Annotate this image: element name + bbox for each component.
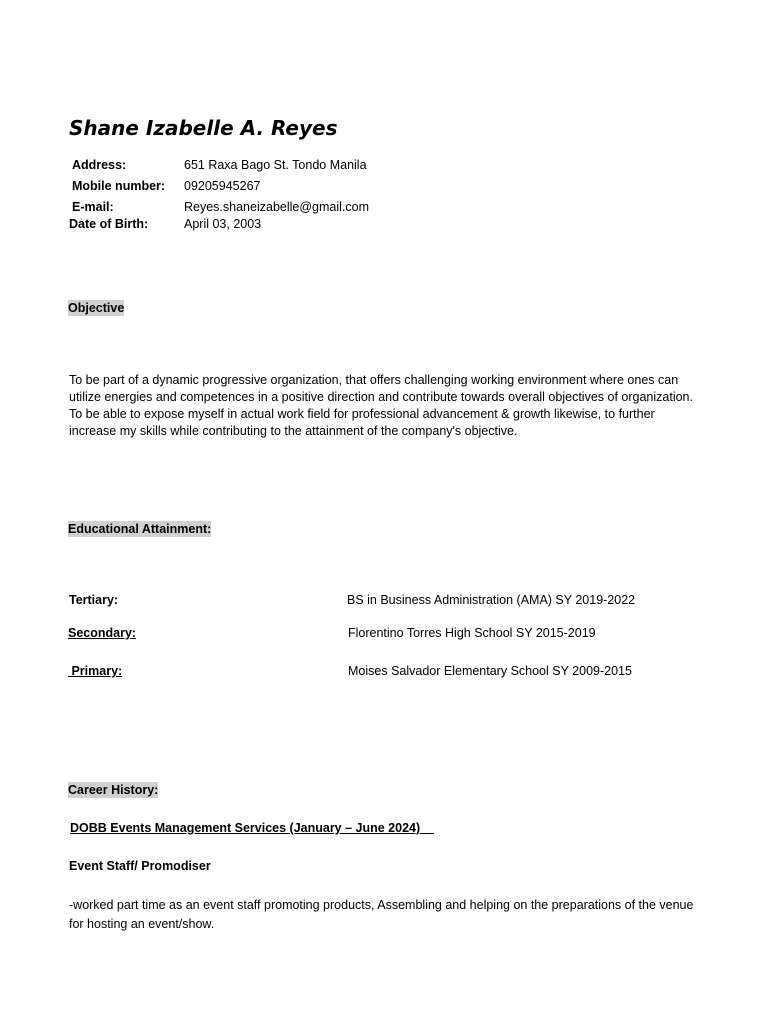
tertiary-value: BS in Business Administration (AMA) SY 2019-2022 bbox=[347, 593, 636, 607]
email-value: Reyes.shaneizabelle@gmail.com bbox=[184, 200, 369, 214]
email-label: E-mail: bbox=[72, 200, 114, 214]
mobile-value: 09205945267 bbox=[184, 179, 261, 193]
applicant-name: Shane Izabelle A. Reyes bbox=[69, 116, 338, 140]
objective-heading: Objective bbox=[68, 301, 125, 315]
primary-label: Primary: bbox=[68, 664, 123, 678]
primary-value: Moises Salvador Elementary School SY 2009-2015 bbox=[348, 664, 632, 678]
tertiary-label: Tertiary: bbox=[69, 593, 119, 607]
education-heading: Educational Attainment: bbox=[68, 522, 212, 536]
address-label: Address: bbox=[72, 158, 127, 172]
career-heading: Career History: bbox=[68, 783, 159, 797]
secondary-value: Florentino Torres High School SY 2015-2019 bbox=[348, 626, 596, 640]
mobile-label: Mobile number: bbox=[72, 179, 166, 193]
objective-text: To be part of a dynamic progressive organization, that offers challenging working environment where ones can utilize energies and competences in a positive direction and contribute towards overall objectives of organization. To be able to expose myself in actual work field for professional advancement & growth likewise, to further increase my skills while contributing to the attainment of the company's objective. bbox=[69, 373, 693, 438]
address-value: 651 Raxa Bago St. Tondo Manila bbox=[184, 158, 367, 172]
dob-value: April 03, 2003 bbox=[184, 217, 262, 231]
company-name: DOBB Events Management Services (January – June 2024) bbox=[70, 821, 435, 835]
job-position: Event Staff/ Promodiser bbox=[69, 859, 211, 873]
dob-label: Date of Birth: bbox=[69, 217, 149, 231]
job-description: -worked part time as an event staff promoting products, Assembling and helping on the preparations of the venue for hosting an event/show. bbox=[69, 898, 694, 931]
secondary-label: Secondary: bbox=[68, 626, 137, 640]
